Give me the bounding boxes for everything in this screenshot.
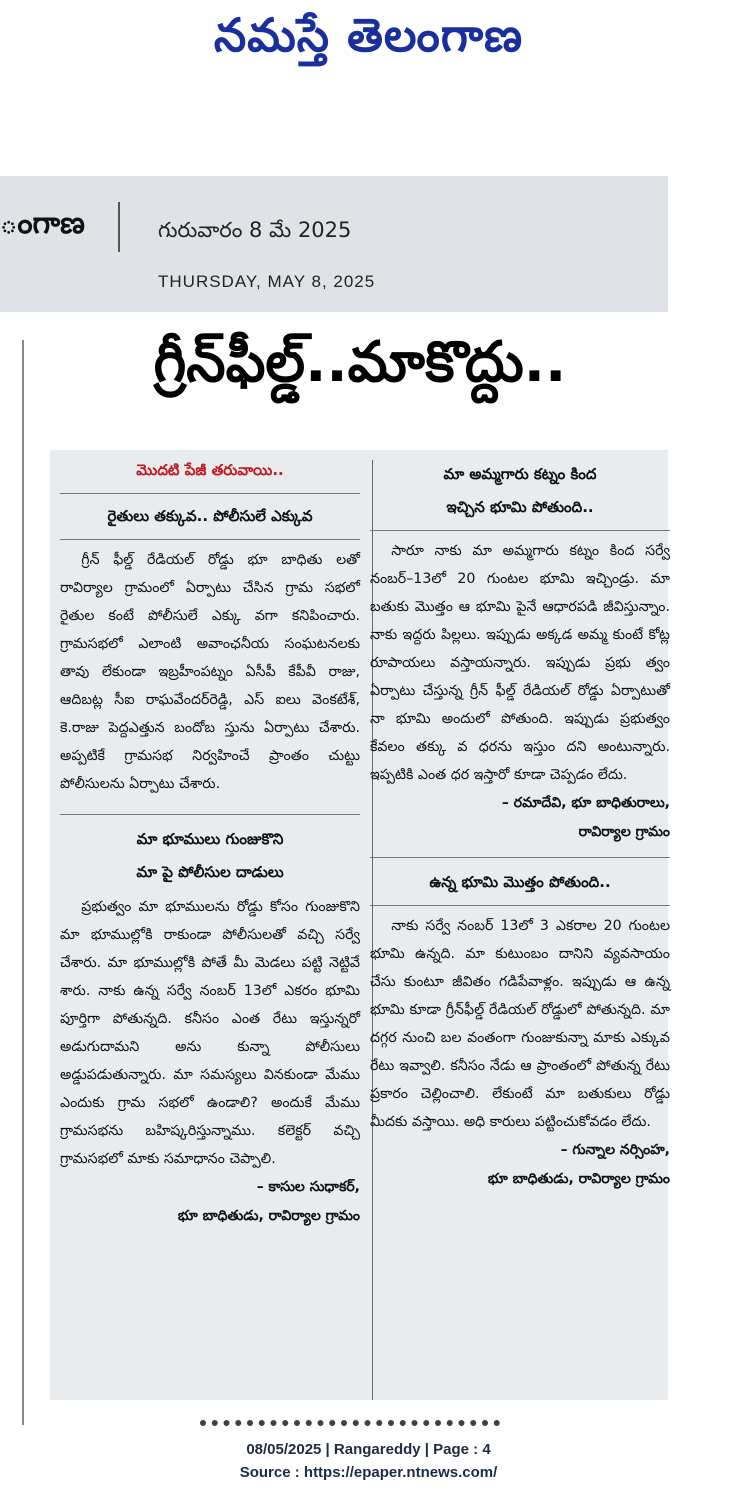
- footer-edition: 08/05/2025 | Rangareddy | Page : 4: [246, 1441, 491, 1458]
- page-footer: [0, 1438, 737, 1484]
- section-body: ప్రభుత్వం మా భూములను రోడ్డు కోసం గుంజుకొని మా భూముల్లోకి రాకుండా పోలీసులతో వచ్చి సర్వే చేశారు. మా భూముల్లోకి పోతే మీ మెడలు పట్టి నెట్టివే శారు. నాకు ఉన్న సర్వే నంబర్ 13లో ఎకరం భూమి పూర్తిగా పోతున్నది. కనీసం ఎంత రేటు ఇస్తున్నరో అడుగుదామని అను కున్నా పోలీసులు అడ్డుపడుతున్నారు. మా సమస్యలు వినకుండా మేము ఎందుకు గ్రామ సభలో ఉండాలి? అందుకే మేము గ్రామసభను బహిష్కరిస్తున్నాము. కలెక్టర్ వచ్చి గ్రామసభలో మాకు సమాధానం చెప్పాలి.: [60, 899, 360, 1167]
- section-rule: [370, 857, 670, 858]
- section-body: సారూ నాకు మా అమ్మగారు కట్నం కింద సర్వే నంబర్–13లో 20 గుంటల భూమి ఇచ్చిండ్రు. మా బతుకు మొత్తం ఆ భూమి పైనే ఆధారపడి జీవిస్తున్నాం. నాకు ఇద్దరు పిల్లలు. ఇప్పుడు అక్కడ అమ్మ కుంటే కోట్ల రూపాయలు వస్తాయన్నారు. ఇప్పుడు ప్రభు త్వం ఏర్పాటు చేస్తున్న గ్రీన్ ఫీల్డ్ రేడియల్ రోడ్డు ఏర్పాటుతో నా భూమి అందులో పోతుంది. ఇప్పుడు ప్రభుత్వం కేవలం తక్కు వ ధరను ఇస్తుం దని అంటున్నారు. ఇప్పటికి ఎంత ధర ఇస్తారో కూడా చెప్పడం లేదు.: [370, 543, 670, 783]
- next-article-fragment: [200, 1420, 500, 1440]
- section-title: ఉన్న భూమి మొత్తం పోతుంది..: [429, 873, 611, 891]
- right-column: [370, 450, 670, 1194]
- section-rule: [60, 539, 360, 540]
- section-title: రైతులు తక్కువ.. పోలీసులే ఎక్కువ: [107, 507, 313, 525]
- section-title: ఇచ్చిన భూమి పోతుంది..: [446, 498, 594, 516]
- signature-detail: భూ బాధితుడు, రావిర్యాల గ్రామం: [487, 1171, 670, 1187]
- section-rule: [60, 814, 360, 815]
- section-body: గ్రీన్ ఫీల్డ్ రేడియల్ రోడ్డు భూ బాధితు లతో రావిర్యాల గ్రామంలో ఏర్పాటు చేసిన గ్రామ సభలో రైతుల కంటే పోలీసులే ఎక్కు వగా కనిపించారు. గ్రామసభలో ఎలాంటి అవాంఛనీయ సంఘటనలకు తావు లేకుండా ఇబ్రహీంపట్నం ఏసీపీ కేపీవీ రాజు, ఆదిబట్ల సీఐ రాఘవేందర్‌రెడ్డి, ఎస్ ఐలు వెంకటేశ్, కె.రాజు పెద్దఎత్తున బందోబ స్తును ఏర్పాటు చేశారు. అప్పటికే గ్రామసభ నిర్వహించే ప్రాంతం చుట్టు పోలీసులను ఏర్పాటు చేశారు.: [60, 552, 360, 792]
- date-telugu: గురువారం 8 మే 2025: [158, 218, 352, 242]
- section-title: మా భూములు గుంజుకొని: [136, 830, 284, 848]
- date-band: [0, 176, 668, 312]
- section-title: మా పై పోలీసుల దాడులు: [136, 863, 284, 881]
- brand-fragment: ంగాణ: [0, 206, 85, 241]
- footer-source: Source : https://epaper.ntnews.com/: [239, 1464, 498, 1481]
- article-box: [50, 450, 668, 1400]
- left-column-rule: [22, 340, 24, 1425]
- continued-kicker: మొదటి పేజీ తరువాయి..: [136, 461, 284, 479]
- section-title: మా అమ్మగారు కట్నం కింద: [443, 465, 597, 483]
- signature-detail: రావిర్యాల గ్రామం: [578, 824, 670, 840]
- signature-name: – కాసుల సుధాకర్,: [256, 1179, 360, 1195]
- signature-name: – రమాదేవి, భూ బాధితురాలు,: [501, 795, 670, 811]
- section-body: నాకు సర్వే నంబర్ 13లో 3 ఎకరాల 20 గుంటల భూమి ఉన్నది. మా కుటుంబం దానిని వ్యవసాయం చేసు కుంటూ జీవితం గడిపేవాళ్లం. ఇప్పుడు ఆ ఉన్న భూమి కూడా గ్రీన్‌ఫీల్డ్ రేడియల్ రోడ్డులో పోతున్నది. మా దగ్గర నుంచి బల వంతంగా గుంజుకున్నా మాకు ఎక్కువ రేటు ఇవ్వాలి. కనీసం నేడు ఆ ప్రాంతంలో పోతున్న రేటు ప్రకారం చెల్లించాలి. లేకుంటే మా బతుకులు రోడ్డు మీదకు వస్తాయి. అధి కారులు పట్టించుకోవడం లేదు.: [370, 918, 670, 1130]
- section-rule: [370, 530, 670, 531]
- signature-name: – గున్నాల నర్సింహ,: [560, 1142, 670, 1158]
- signature-detail: భూ బాధితుడు, రావిర్యాల గ్రామం: [177, 1208, 360, 1224]
- kicker-rule: [60, 493, 360, 494]
- date-separator: [118, 202, 120, 252]
- section-rule: [370, 905, 670, 906]
- masthead-logo: నమస్తే తెలంగాణ: [213, 8, 524, 62]
- date-english: THURSDAY, MAY 8, 2025: [158, 272, 376, 291]
- left-column: [60, 450, 360, 1231]
- headline: గ్రీన్‌ఫీల్డ్‌..మాకొద్దు..: [153, 330, 567, 395]
